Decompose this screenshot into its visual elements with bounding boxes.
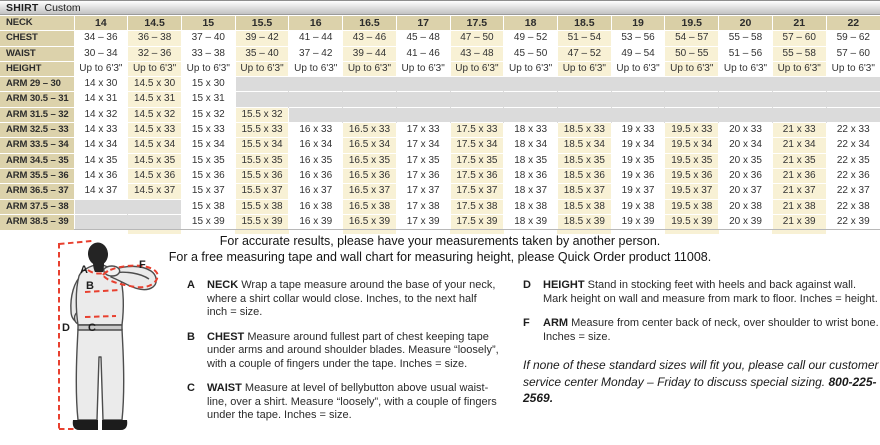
size-cell — [557, 77, 611, 92]
instruction-body: Measure at level of bellybutton above usual waist-line, over a shirt. Measure “loosely”, with a couple of fingers under the tape. Inches = size. — [207, 382, 497, 421]
size-cell: 19.5 — [665, 16, 719, 31]
size-cell: 30 – 34 — [74, 46, 128, 61]
size-cell: 17.5 x 39 — [450, 214, 504, 229]
row-label: ARM 35.5 – 36 — [0, 168, 74, 183]
size-cell: 14 x 37 — [74, 184, 128, 199]
size-cell: Up to 6'3" — [396, 61, 450, 76]
size-cell — [772, 107, 826, 122]
size-cell — [557, 107, 611, 122]
size-cell: 15 x 32 — [181, 107, 235, 122]
size-cell: 16.5 x 36 — [343, 168, 397, 183]
size-cell: 19 x 33 — [611, 123, 665, 138]
size-cell: 19.5 x 37 — [665, 184, 719, 199]
size-cell: 22 x 33 — [826, 123, 880, 138]
figure-shoe-right — [102, 420, 127, 430]
size-cell: 15.5 x 34 — [235, 138, 289, 153]
size-cell — [719, 92, 773, 107]
size-cell: 21 x 35 — [772, 153, 826, 168]
size-cell: 14.5 x 31 — [128, 92, 182, 107]
intro-text — [0, 233, 880, 265]
figure-shoe-left — [73, 420, 98, 430]
intro-line-2: For a free measuring tape and wall chart for measuring height, please Quick Order product 11008. — [168, 250, 712, 264]
size-cell: 15 x 34 — [181, 138, 235, 153]
size-cell: 55 – 58 — [772, 46, 826, 61]
size-cell: 16 x 39 — [289, 214, 343, 229]
size-cell: 15.5 x 32 — [235, 107, 289, 122]
size-cell: 39 – 44 — [343, 46, 397, 61]
size-cell — [719, 77, 773, 92]
size-cell: 21 x 34 — [772, 138, 826, 153]
size-cell: 59 – 62 — [826, 31, 880, 46]
size-cell: 55 – 58 — [719, 31, 773, 46]
size-cell: 21 x 39 — [772, 214, 826, 229]
size-cell: 21 x 38 — [772, 199, 826, 214]
figure-label-d: D — [62, 322, 70, 334]
size-cell: Up to 6'3" — [826, 61, 880, 76]
instruction-body: Stand in stocking feet with heels and back against wall. Mark height on wall and measure from mark to floor. Inches = height. — [543, 279, 878, 305]
size-cell: 20 x 37 — [719, 184, 773, 199]
size-cell: 16 x 36 — [289, 168, 343, 183]
size-cell — [128, 199, 182, 214]
size-cell — [289, 107, 343, 122]
size-cell — [826, 92, 880, 107]
size-cell: 21 x 36 — [772, 168, 826, 183]
figure-label-b: B — [86, 280, 94, 292]
size-cell: 43 – 46 — [343, 31, 397, 46]
size-cell: 17.5 x 37 — [450, 184, 504, 199]
size-cell: 21 x 37 — [772, 184, 826, 199]
size-cell: 19 x 34 — [611, 138, 665, 153]
size-cell: 51 – 56 — [719, 46, 773, 61]
size-cell: 14 x 34 — [74, 138, 128, 153]
size-cell: 19 x 39 — [611, 214, 665, 229]
size-cell: 54 – 57 — [665, 31, 719, 46]
size-cell — [289, 77, 343, 92]
size-cell: 19 x 37 — [611, 184, 665, 199]
size-cell — [611, 92, 665, 107]
size-chart-table — [0, 15, 880, 234]
size-cell: 18 — [504, 16, 558, 31]
instruction-column-left — [187, 279, 499, 434]
size-cell: 14.5 x 34 — [128, 138, 182, 153]
size-cell: 20 x 36 — [719, 168, 773, 183]
size-cell — [665, 92, 719, 107]
size-cell: 14 x 33 — [74, 123, 128, 138]
size-cell — [826, 107, 880, 122]
intro-line-1: For accurate results, please have your measurements taken by another person. — [219, 234, 661, 248]
size-cell: 18 x 39 — [504, 214, 558, 229]
size-cell: 15 x 36 — [181, 168, 235, 183]
size-cell: 17 x 37 — [396, 184, 450, 199]
size-cell: 19.5 x 39 — [665, 214, 719, 229]
row-label: ARM 32.5 – 33 — [0, 123, 74, 138]
size-cell: 14.5 — [128, 16, 182, 31]
size-cell: 14 x 32 — [74, 107, 128, 122]
size-cell: 47 – 52 — [557, 46, 611, 61]
size-cell: 17 x 36 — [396, 168, 450, 183]
size-cell — [719, 107, 773, 122]
size-cell: 15.5 x 36 — [235, 168, 289, 183]
size-cell: 47 – 50 — [450, 31, 504, 46]
instruction-text — [207, 382, 499, 423]
size-cell: 37 – 42 — [289, 46, 343, 61]
instruction-item-waist — [187, 382, 499, 423]
size-cell: 15.5 x 33 — [235, 123, 289, 138]
instruction-letter: B — [187, 330, 195, 343]
size-cell: 16 — [289, 16, 343, 31]
size-cell: 15 — [181, 16, 235, 31]
size-cell: 18.5 x 39 — [557, 214, 611, 229]
instruction-term: NECK — [207, 279, 239, 291]
size-cell — [343, 77, 397, 92]
table-body — [0, 16, 880, 235]
size-cell: 16.5 x 37 — [343, 184, 397, 199]
size-cell: 18 x 34 — [504, 138, 558, 153]
size-cell: 33 – 38 — [181, 46, 235, 61]
size-cell: 19 — [611, 16, 665, 31]
instruction-item-chest — [187, 331, 499, 372]
size-cell: 14.5 x 36 — [128, 168, 182, 183]
size-cell — [557, 92, 611, 107]
size-cell: 15 x 37 — [181, 184, 235, 199]
row-label: WAIST — [0, 46, 74, 61]
size-cell: 36 – 38 — [128, 31, 182, 46]
size-cell: 15 x 39 — [181, 214, 235, 229]
size-cell: 17 x 39 — [396, 214, 450, 229]
row-label: HEIGHT — [0, 61, 74, 76]
size-cell: 15.5 x 38 — [235, 199, 289, 214]
size-cell — [504, 92, 558, 107]
size-cell: 16.5 x 34 — [343, 138, 397, 153]
size-cell: 14 — [74, 16, 128, 31]
size-cell: 18 x 36 — [504, 168, 558, 183]
size-cell: 14 x 36 — [74, 168, 128, 183]
row-label: NECK — [0, 16, 74, 31]
size-cell: 17 x 35 — [396, 153, 450, 168]
phone-number: 800-225-2569. — [523, 374, 877, 405]
size-cell: Up to 6'3" — [289, 61, 343, 76]
size-cell: 53 – 56 — [611, 31, 665, 46]
size-cell: 15.5 x 37 — [235, 184, 289, 199]
size-cell: 15.5 x 39 — [235, 214, 289, 229]
size-cell: 16.5 x 38 — [343, 199, 397, 214]
size-cell: 21 x 33 — [772, 123, 826, 138]
size-cell: 17 — [396, 16, 450, 31]
special-sizing-note — [523, 357, 880, 407]
size-cell: 22 x 38 — [826, 199, 880, 214]
instruction-body: Measure from center back of neck, over shoulder to wrist bone. Inches = size. — [543, 317, 879, 343]
size-cell: 22 — [826, 16, 880, 31]
instruction-body: Measure around fullest part of chest keeping tape under arms and around shoulder blades. Measure “loosely”, with a couple of fingers under the tape. Inches = size. — [207, 330, 499, 370]
size-cell: 18.5 x 35 — [557, 153, 611, 168]
size-cell: 15 x 33 — [181, 123, 235, 138]
size-cell: Up to 6'3" — [181, 61, 235, 76]
size-cell: 14.5 x 30 — [128, 77, 182, 92]
size-cell — [450, 92, 504, 107]
size-cell — [235, 92, 289, 107]
size-cell: 18 x 35 — [504, 153, 558, 168]
figure-waistband — [78, 325, 122, 330]
row-label: ARM 34.5 – 35 — [0, 153, 74, 168]
instruction-term: WAIST — [207, 382, 242, 394]
size-cell — [665, 107, 719, 122]
size-cell: 14 x 30 — [74, 77, 128, 92]
size-cell: 14.5 x 32 — [128, 107, 182, 122]
size-cell: 41 – 44 — [289, 31, 343, 46]
size-cell: Up to 6'3" — [128, 61, 182, 76]
instruction-letter: F — [523, 317, 530, 329]
size-cell: 18 x 33 — [504, 123, 558, 138]
instruction-column-right — [523, 279, 880, 434]
size-cell: 16.5 x 39 — [343, 214, 397, 229]
size-cell: 18.5 x 34 — [557, 138, 611, 153]
instruction-text — [543, 317, 880, 344]
size-cell: 17.5 x 33 — [450, 123, 504, 138]
size-cell: Up to 6'3" — [665, 61, 719, 76]
size-cell: 15 x 35 — [181, 153, 235, 168]
size-cell: 57 – 60 — [772, 31, 826, 46]
figure-legs — [76, 329, 123, 420]
size-cell — [74, 199, 128, 214]
size-cell: 45 – 50 — [504, 46, 558, 61]
size-cell: Up to 6'3" — [504, 61, 558, 76]
size-cell: Up to 6'3" — [557, 61, 611, 76]
row-label: ARM 36.5 – 37 — [0, 184, 74, 199]
instruction-letter: C — [187, 382, 195, 394]
size-cell: 17.5 x 36 — [450, 168, 504, 183]
size-cell: Up to 6'3" — [772, 61, 826, 76]
size-cell: 17.5 x 38 — [450, 199, 504, 214]
size-cell: 15 x 30 — [181, 77, 235, 92]
size-cell: 20 x 35 — [719, 153, 773, 168]
figure-label-a: A — [80, 264, 88, 276]
note-text: If none of these standard sizes will fit you, please call our customer service center Monday – Friday to discuss special sizing. — [523, 358, 879, 389]
size-cell — [396, 92, 450, 107]
size-cell — [504, 77, 558, 92]
size-cell: 22 x 37 — [826, 184, 880, 199]
instruction-text — [543, 279, 880, 306]
size-cell — [826, 77, 880, 92]
instruction-text — [207, 279, 499, 320]
size-cell — [611, 77, 665, 92]
instruction-columns — [187, 279, 880, 434]
size-cell: 17.5 x 35 — [450, 153, 504, 168]
product-name: SHIRT — [6, 1, 39, 14]
size-cell: 14.5 x 33 — [128, 123, 182, 138]
size-cell — [289, 92, 343, 107]
size-cell: 22 x 36 — [826, 168, 880, 183]
size-cell: 16.5 — [343, 16, 397, 31]
size-cell — [74, 214, 128, 229]
row-label: ARM 38.5 – 39 — [0, 214, 74, 229]
instruction-body: Wrap a tape measure around the base of your neck, where a shirt collar would close. Inches, to the next half inch = size. — [207, 279, 496, 318]
size-cell: 15 x 38 — [181, 199, 235, 214]
figure-label-f: F — [139, 259, 146, 271]
size-cell: 16 x 38 — [289, 199, 343, 214]
size-cell: Up to 6'3" — [611, 61, 665, 76]
size-cell — [343, 92, 397, 107]
size-cell: Up to 6'3" — [719, 61, 773, 76]
size-cell: 20 — [719, 16, 773, 31]
size-cell: 22 x 34 — [826, 138, 880, 153]
size-cell: 20 x 39 — [719, 214, 773, 229]
size-cell — [128, 214, 182, 229]
size-cell: 14 x 35 — [74, 153, 128, 168]
size-cell: 21 — [772, 16, 826, 31]
size-cell: 19.5 x 35 — [665, 153, 719, 168]
size-cell: 19 x 38 — [611, 199, 665, 214]
instruction-term: ARM — [543, 317, 569, 329]
size-cell — [450, 107, 504, 122]
size-cell: 18.5 x 36 — [557, 168, 611, 183]
size-cell: 35 – 40 — [235, 46, 289, 61]
size-cell: 16 x 35 — [289, 153, 343, 168]
size-cell: 32 – 36 — [128, 46, 182, 61]
instruction-item-arm — [523, 317, 880, 344]
size-cell: 15 x 31 — [181, 92, 235, 107]
size-cell: 18 x 38 — [504, 199, 558, 214]
size-cell: 39 – 42 — [235, 31, 289, 46]
size-cell — [396, 107, 450, 122]
instruction-item-height — [523, 279, 880, 306]
size-cell: 16 x 33 — [289, 123, 343, 138]
size-cell: Up to 6'3" — [74, 61, 128, 76]
chart-title-bar — [0, 0, 880, 15]
size-cell — [235, 77, 289, 92]
row-label: ARM 31.5 – 32 — [0, 107, 74, 122]
size-cell: Up to 6'3" — [343, 61, 397, 76]
size-cell: 18.5 x 38 — [557, 199, 611, 214]
row-label: ARM 37.5 – 38 — [0, 199, 74, 214]
row-label: ARM 29 – 30 — [0, 77, 74, 92]
size-cell: 17 x 34 — [396, 138, 450, 153]
size-cell: 17.5 — [450, 16, 504, 31]
size-cell: Up to 6'3" — [450, 61, 504, 76]
size-cell: 43 – 48 — [450, 46, 504, 61]
size-cell — [396, 77, 450, 92]
size-cell: 17 x 38 — [396, 199, 450, 214]
instruction-text — [207, 331, 499, 372]
size-cell: 14.5 x 37 — [128, 184, 182, 199]
size-cell: 20 x 34 — [719, 138, 773, 153]
size-cell: 15.5 x 35 — [235, 153, 289, 168]
instruction-term: CHEST — [207, 330, 245, 343]
product-variant: Custom — [44, 1, 81, 14]
size-cell — [665, 77, 719, 92]
size-cell: 15.5 — [235, 16, 289, 31]
size-cell: 14 x 31 — [74, 92, 128, 107]
row-label: ARM 30.5 – 31 — [0, 92, 74, 107]
size-cell — [772, 92, 826, 107]
size-cell: 18.5 x 33 — [557, 123, 611, 138]
size-cell: 49 – 54 — [611, 46, 665, 61]
size-cell — [343, 107, 397, 122]
size-cell — [504, 107, 558, 122]
size-cell: 17.5 x 34 — [450, 138, 504, 153]
instruction-letter: A — [187, 279, 195, 291]
size-cell: 16.5 x 33 — [343, 123, 397, 138]
size-cell: 50 – 55 — [665, 46, 719, 61]
instruction-item-neck — [187, 279, 499, 320]
size-cell: 20 x 38 — [719, 199, 773, 214]
figure-label-c: C — [88, 322, 96, 334]
row-label: CHEST — [0, 31, 74, 46]
instruction-letter: D — [523, 279, 531, 291]
size-cell: 19 x 36 — [611, 168, 665, 183]
size-cell: 22 x 35 — [826, 153, 880, 168]
size-cell: 49 – 52 — [504, 31, 558, 46]
size-cell: 18.5 — [557, 16, 611, 31]
instruction-term: HEIGHT — [543, 279, 585, 291]
row-label: ARM 33.5 – 34 — [0, 138, 74, 153]
size-cell: 19.5 x 36 — [665, 168, 719, 183]
size-cell: 19.5 x 34 — [665, 138, 719, 153]
size-cell: 16 x 37 — [289, 184, 343, 199]
size-cell — [611, 107, 665, 122]
size-cell — [772, 77, 826, 92]
size-cell: 18 x 37 — [504, 184, 558, 199]
size-cell: 17 x 33 — [396, 123, 450, 138]
size-cell: 18.5 x 37 — [557, 184, 611, 199]
size-cell: 41 – 46 — [396, 46, 450, 61]
size-cell: 19.5 x 38 — [665, 199, 719, 214]
size-cell: 16 x 34 — [289, 138, 343, 153]
size-cell: 22 x 39 — [826, 214, 880, 229]
size-cell: 20 x 33 — [719, 123, 773, 138]
size-cell: 57 – 60 — [826, 46, 880, 61]
measuring-instructions-section — [0, 229, 880, 445]
size-cell: 19.5 x 33 — [665, 123, 719, 138]
size-cell: 37 – 40 — [181, 31, 235, 46]
size-cell: 14.5 x 35 — [128, 153, 182, 168]
size-cell: 19 x 35 — [611, 153, 665, 168]
size-cell: 51 – 54 — [557, 31, 611, 46]
size-cell: 45 – 48 — [396, 31, 450, 46]
size-cell: 16.5 x 35 — [343, 153, 397, 168]
size-cell: Up to 6'3" — [235, 61, 289, 76]
size-cell — [450, 77, 504, 92]
size-cell: 34 – 36 — [74, 31, 128, 46]
